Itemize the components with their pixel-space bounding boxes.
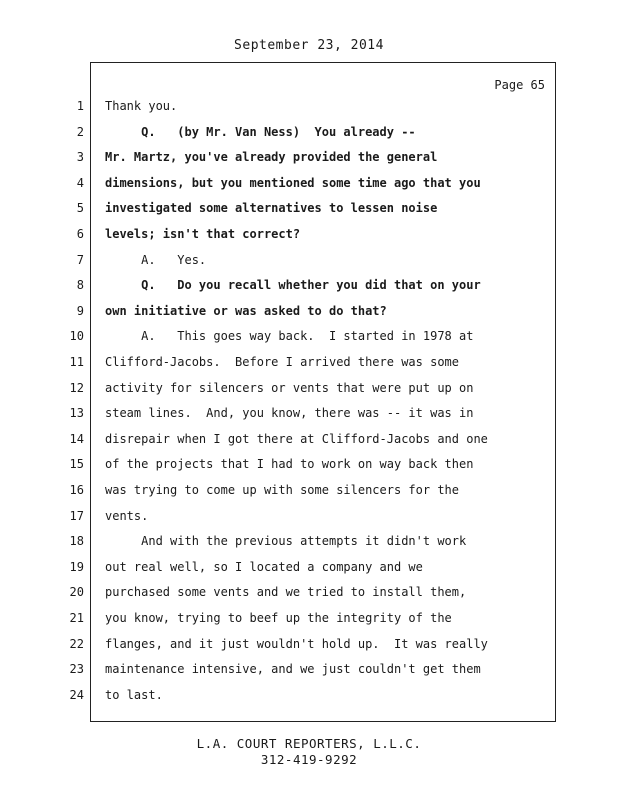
line-number: 11 — [69, 355, 84, 369]
line-number: 1 — [76, 99, 84, 113]
line-number: 6 — [76, 227, 84, 241]
line-text: dimensions, but you mentioned some time ago that you — [105, 175, 481, 190]
line-number: 18 — [69, 534, 84, 549]
line-text: Q. (by Mr. Van Ness) You already -- — [105, 124, 416, 139]
line-text: A. This goes way back. I started in 1978 at — [105, 329, 474, 344]
line-number: 13 — [69, 406, 84, 421]
line-text: vents. — [105, 508, 149, 523]
line-number: 7 — [76, 252, 84, 267]
line-number: 20 — [69, 585, 84, 600]
line-number: 4 — [76, 175, 84, 190]
line-text: Mr. Martz, you've already provided the general — [105, 150, 438, 165]
line-text: Q. Do you recall whether you did that on your — [105, 278, 481, 293]
line-text: to last. — [105, 687, 163, 702]
line-text: activity for silencers or vents that were put up on — [105, 380, 474, 395]
line-number: 19 — [69, 559, 84, 574]
line-text: And with the previous attempts it didn't work — [105, 534, 467, 549]
line-number: 21 — [69, 611, 84, 625]
line-number: 10 — [69, 329, 84, 344]
line-text: out real well, so I located a company and we — [105, 559, 423, 574]
line-text: own initiative or was asked to do that? — [105, 303, 387, 318]
line-text: maintenance intensive, and we just couldn't get them — [105, 662, 481, 677]
line-number: 3 — [76, 150, 84, 165]
line-text: investigated some alternatives to lessen noise — [105, 201, 438, 216]
line-number: 8 — [76, 278, 84, 293]
line-number: 16 — [69, 483, 84, 497]
line-number: 14 — [69, 431, 84, 446]
line-number: 17 — [69, 508, 84, 523]
line-number: 23 — [69, 662, 84, 677]
line-text: was trying to come up with some silencers for the — [105, 483, 460, 497]
line-text: flanges, and it just wouldn't hold up. It was really — [105, 636, 488, 651]
line-text: A. Yes. — [105, 252, 207, 267]
page-number: Page 65 — [494, 78, 545, 92]
line-text: steam lines. And, you know, there was -- it was in — [105, 406, 474, 421]
header-date: September 23, 2014 — [234, 38, 384, 53]
line-text: Clifford-Jacobs. Before I arrived there was some — [105, 355, 460, 369]
footer-phone: 312-419-9292 — [260, 752, 358, 767]
line-text: disrepair when I got there at Clifford-Jacobs and one — [105, 431, 488, 446]
footer-company: L.A. COURT REPORTERS, L.L.C. — [196, 736, 422, 751]
line-number: 2 — [76, 124, 84, 139]
line-text: levels; isn't that correct? — [105, 227, 301, 241]
line-number: 15 — [69, 457, 84, 472]
line-number: 22 — [69, 636, 84, 651]
line-text: Thank you. — [105, 99, 178, 113]
line-number: 5 — [76, 201, 84, 216]
line-number: 12 — [69, 380, 84, 395]
line-text: purchased some vents and we tried to install them, — [105, 585, 467, 600]
line-number: 24 — [69, 687, 84, 702]
line-number: 9 — [76, 303, 84, 318]
line-text: of the projects that I had to work on way back then — [105, 457, 474, 472]
line-text: you know, trying to beef up the integrity of the — [105, 611, 452, 625]
